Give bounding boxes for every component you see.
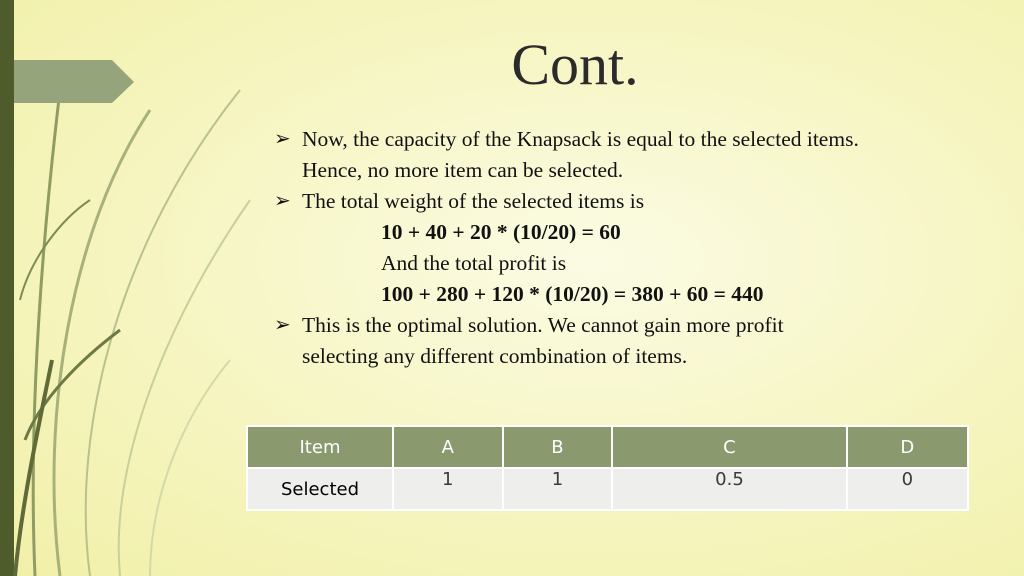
arrow-tab-shape — [0, 0, 140, 110]
table-cell: 1 — [503, 468, 613, 510]
weight-formula: 10 + 40 + 20 * (10/20) = 60 — [381, 220, 621, 244]
table-header-cell: D — [847, 426, 968, 468]
bullet-line: Now, the capacity of the Knapsack is equal to the selected items. — [302, 127, 859, 151]
bullet-line: selecting any different combination of items. — [302, 344, 688, 368]
bullet-2 — [272, 186, 992, 310]
table-cell: 1 — [393, 468, 503, 510]
bullet-1 — [272, 124, 992, 186]
arrow-bullet-icon: ➢ — [274, 314, 291, 336]
bullet-3 — [272, 310, 992, 372]
bullet-line: Hence, no more item can be selected. — [302, 158, 624, 182]
arrow-bullet-icon: ➢ — [274, 128, 291, 150]
table-header-cell: B — [503, 426, 613, 468]
table-header-cell: A — [393, 426, 503, 468]
profit-label: And the total profit is — [381, 251, 567, 275]
slide-title: Cont. — [511, 32, 639, 97]
table-cell: Selected — [247, 468, 393, 510]
profit-formula: 100 + 280 + 120 * (10/20) = 380 + 60 = 440 — [381, 282, 764, 306]
selection-table — [246, 425, 969, 511]
slide-body — [272, 124, 992, 372]
table-cell: 0.5 — [612, 468, 846, 510]
table-row — [247, 468, 968, 510]
table-header-row — [247, 426, 968, 468]
bullet-line: The total weight of the selected items is — [302, 189, 645, 213]
bullet-line: This is the optimal solution. We cannot gain more profit — [302, 313, 784, 337]
table-cell: 0 — [847, 468, 968, 510]
table-header-cell: Item — [247, 426, 393, 468]
arrow-bullet-icon: ➢ — [274, 190, 291, 212]
table-header-cell: C — [612, 426, 846, 468]
